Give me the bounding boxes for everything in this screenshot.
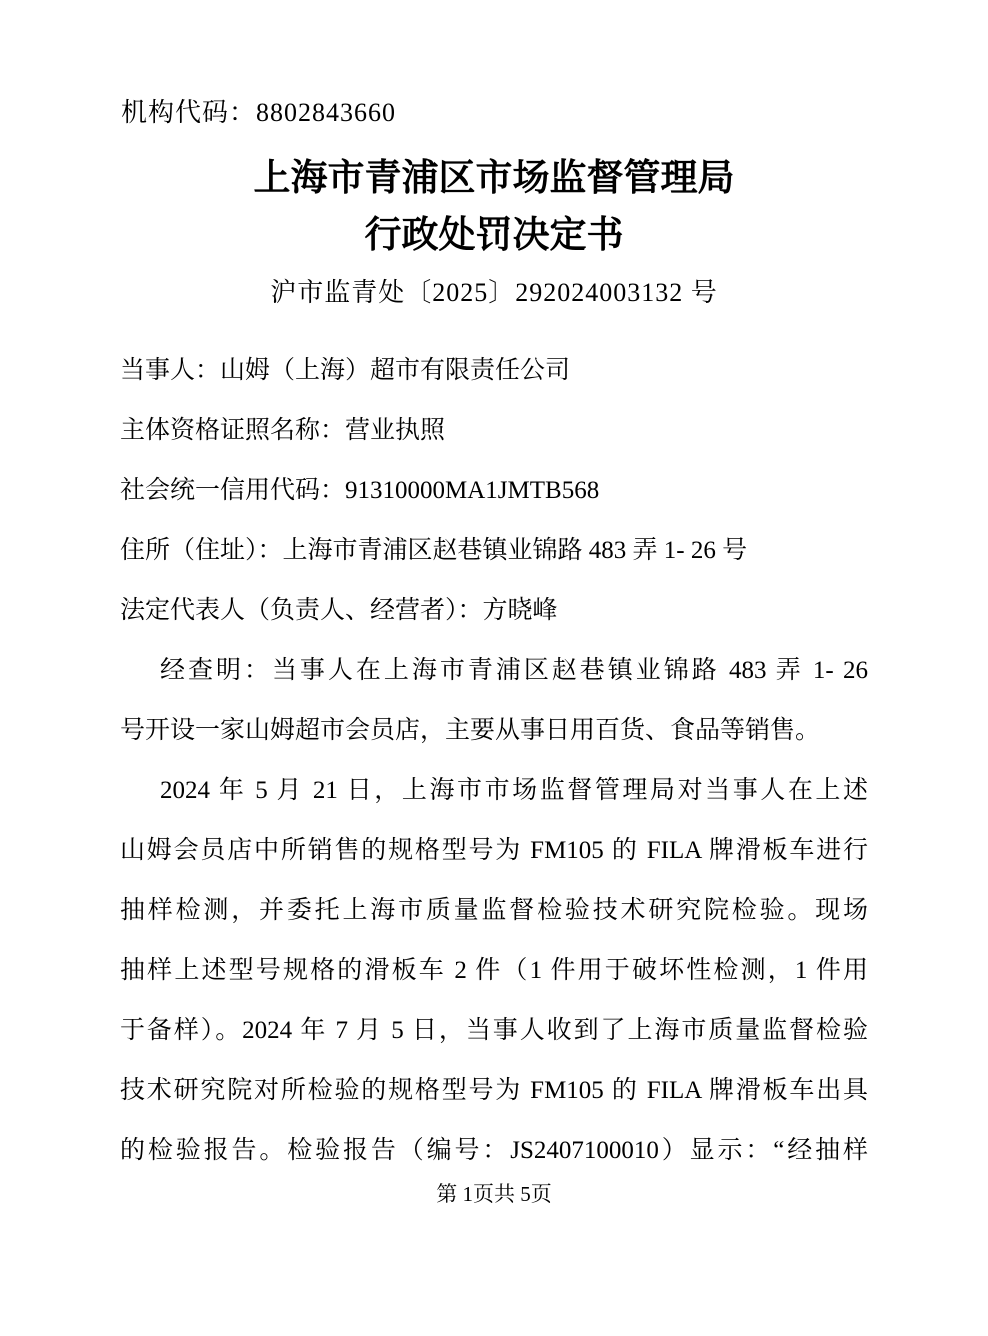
body-line-findings-1: 经查明：当事人在上海市青浦区赵巷镇业锦路 483 弄 1- 26 [160, 657, 868, 684]
body-line-inspection-4: 抽样上述型号规格的滑板车 2 件（1 件用于破坏性检测，1 件用 [120, 957, 868, 984]
body-line-license-type: 主体资格证照名称：营业执照 [120, 417, 446, 444]
body-line-inspection-3: 抽样检测，并委托上海市质量监督检验技术研究院检验。现场 [120, 897, 868, 924]
body-line-inspection-7: 的检验报告。检验报告（编号：JS2407100010）显示：“经抽样 [120, 1137, 868, 1164]
body-line-credit-code: 社会统一信用代码：91310000MA1JMTB568 [120, 477, 600, 504]
body-line-findings-2: 号开设一家山姆超市会员店，主要从事日用百货、食品等销售。 [120, 717, 821, 744]
document-body [120, 341, 868, 1181]
document-title [0, 150, 988, 264]
page-number: 第 1页共 5页 [436, 1182, 552, 1206]
body-line-inspection-6: 技术研究院对所检验的规格型号为 FM105 的 FILA 牌滑板车出具 [120, 1077, 868, 1104]
body-line-inspection-5: 于备样）。2024 年 7 月 5 日，当事人收到了上海市质量监督检验 [120, 1017, 868, 1044]
body-line-legal-rep: 法定代表人（负责人、经营者）：方晓峰 [120, 597, 558, 624]
body-line-inspection-2: 山姆会员店中所销售的规格型号为 FM105 的 FILA 牌滑板车进行 [120, 837, 868, 864]
body-line-address: 住所（住址）：上海市青浦区赵巷镇业锦路 483 弄 1- 26 号 [120, 537, 748, 564]
title-line-2: 行政处罚决定书 [364, 215, 624, 256]
title-line-1: 上海市青浦区市场监督管理局 [253, 158, 735, 199]
body-line-party: 当事人：山姆（上海）超市有限责任公司 [120, 357, 571, 384]
org-code: 机构代码：8802843660 [121, 98, 397, 127]
document-number: 沪市监青处〔2025〕292024003132 号 [270, 278, 718, 307]
body-line-inspection-1: 2024 年 5 月 21 日，上海市市场监督管理局对当事人在上述 [160, 777, 868, 804]
